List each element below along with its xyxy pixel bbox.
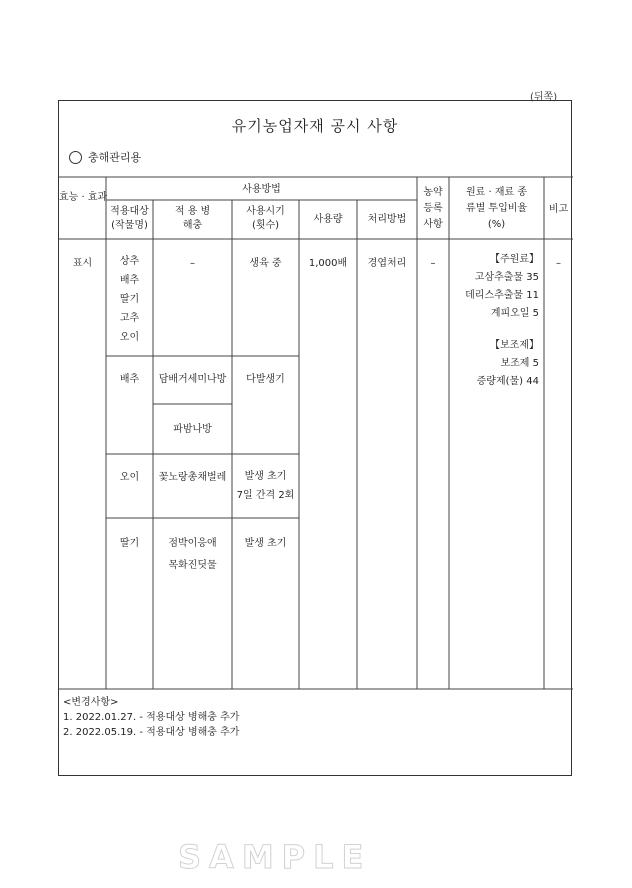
header-timing: 사용시기 (횟수) [246, 206, 285, 231]
pest-group-4: 꽃노랑총채벌레 [158, 472, 227, 483]
aux-ingredients-label: 【보조제】 [490, 340, 539, 351]
change-history [63, 695, 239, 740]
header-method: 처리방법 [367, 214, 407, 225]
document-title: 유기농업자재 공시 사항 [231, 117, 399, 135]
timing-group-4 [232, 467, 299, 505]
timing-group-2: 다발생기 [246, 374, 285, 385]
list-item: 상추 [119, 256, 140, 267]
list-item: 증량제(물) 44 [476, 376, 539, 387]
change-history-title: <변경사항> [63, 697, 119, 708]
pest-group-1: – [190, 258, 195, 269]
list-item: 고추 [119, 313, 140, 324]
main-ingredients-label: 【주원료】 [490, 254, 539, 265]
efficacy-value: 표시 [72, 258, 93, 269]
crop-group-5: 딸기 [119, 538, 140, 549]
header-usage: 사용방법 [242, 184, 281, 195]
header-amount: 사용량 [313, 214, 343, 225]
crop-group-4: 오이 [119, 472, 140, 483]
header-pest: 적 용 병해충 [174, 206, 211, 231]
amount-value: 1,000배 [308, 258, 348, 269]
list-item: 오이 [119, 332, 140, 343]
list-item: 2. 2022.05.19. - 적용대상 병해충 추가 [63, 727, 240, 738]
list-item: 데리스추출물 11 [465, 290, 539, 301]
list-item: 발생 초기 [244, 471, 287, 482]
list-item: 계피오일 5 [490, 308, 539, 319]
header-pesticide: 농약 등록 사항 [423, 187, 443, 230]
list-item: 1. 2022.01.27. - 적용대상 병해충 추가 [63, 712, 240, 723]
pest-group-2: 담배거세미나방 [158, 374, 227, 385]
disclosure-frame [58, 100, 572, 776]
ingredients-list [451, 251, 539, 391]
pest-group-5 [153, 533, 232, 577]
timing-group-1: 생육 중 [249, 258, 282, 269]
list-item: 배추 [119, 275, 140, 286]
remarks-value: – [556, 258, 561, 269]
header-remarks: 비고 [548, 204, 569, 215]
method-value: 경엽처리 [367, 258, 407, 269]
pesticide-value: – [430, 258, 436, 269]
crops-group-1 [106, 252, 153, 347]
page-side-label: (뒤쪽) [530, 92, 558, 103]
header-efficacy: 효능 · 효과 [59, 192, 108, 203]
list-item: 보조제 5 [500, 358, 539, 369]
list-item: 딸기 [119, 294, 140, 305]
list-item: 목화진딧물 [168, 560, 217, 571]
pest-group-3: 파밤나방 [173, 424, 212, 435]
timing-group-5: 발생 초기 [244, 538, 287, 549]
header-target: 적용대상 (작물명) [110, 206, 149, 231]
list-item: 점박이응애 [168, 538, 217, 549]
header-ingredients: 원료 · 재료 종류별 투입비율(%) [465, 187, 528, 230]
list-item: 7일 간격 2회 [236, 490, 295, 501]
sample-watermark: SAMPLE [178, 838, 372, 876]
section-label: 충해관리용 [88, 151, 142, 164]
list-item: 고삼추출물 35 [474, 272, 539, 283]
crop-group-2: 배추 [119, 374, 140, 385]
